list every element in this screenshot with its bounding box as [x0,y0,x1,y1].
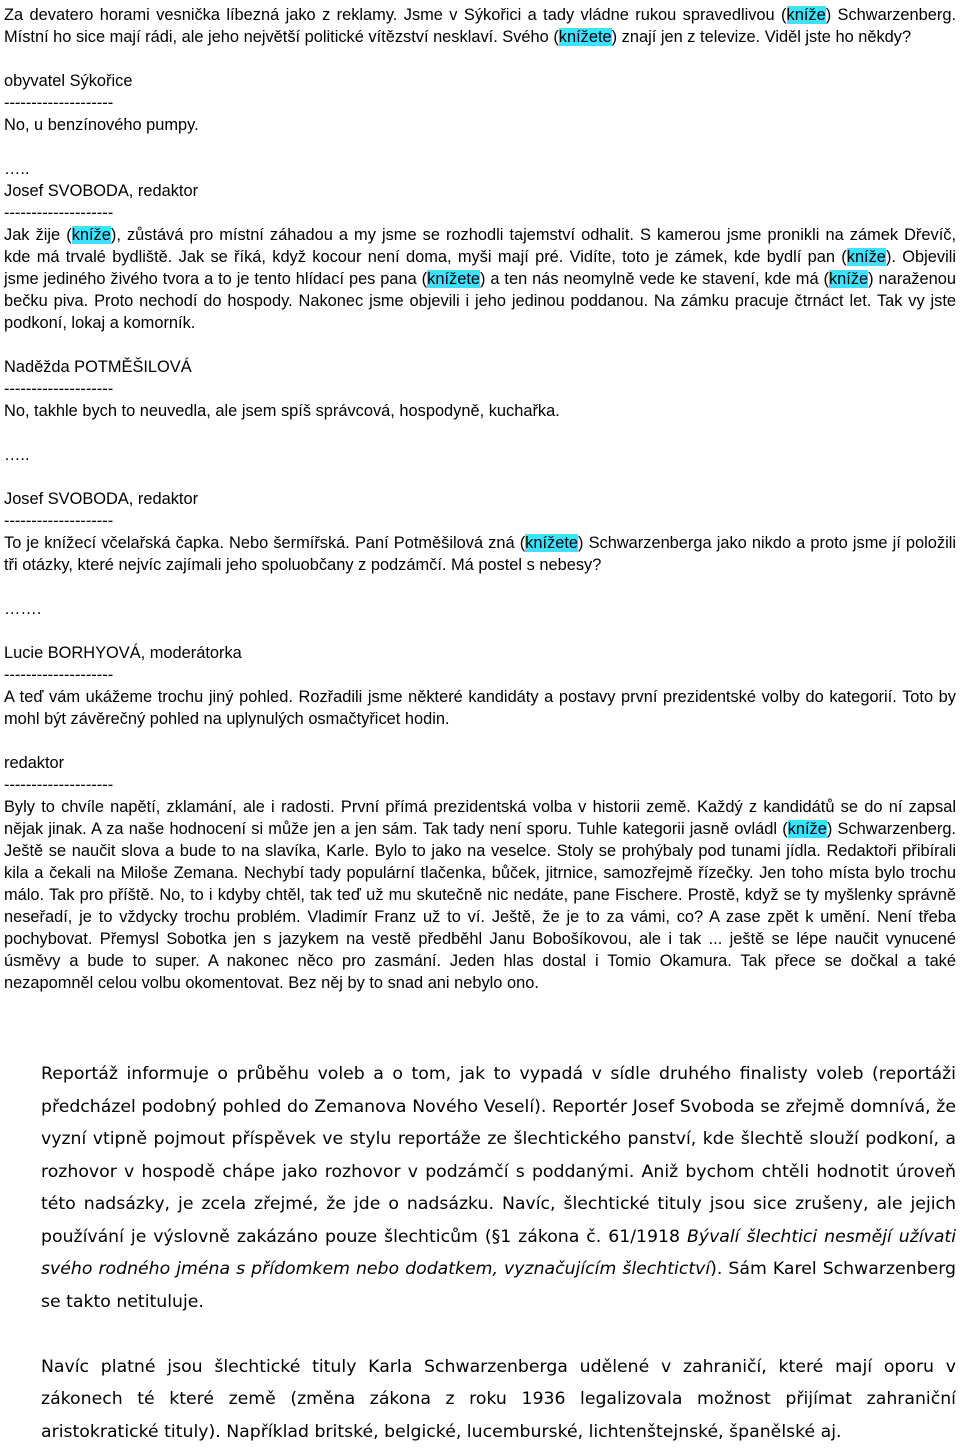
paragraph-answer: No, takhle bych to neuvedla, ale jsem spíš správcová, hospodyně, kuchařka. [4,400,956,422]
separator-line: -------------------- [4,202,956,224]
ellipsis: ……. [4,598,956,620]
commentary [41,1058,956,1448]
paragraph-report: To je knížecí včelařská čapka. Nebo šermířská. Paní Potměšilová zná (knížete) Schwarzenberga jako nikdo a proto jsme jí položili tři otázky, které nejvíc zajímali jeho spoluobčany z podzámčí. Má postel s nebesy? [4,532,956,576]
highlight-term: knížete [525,534,578,552]
separator-line: -------------------- [4,92,956,114]
highlight-term: kníže [847,248,886,266]
highlight-term: kníže [787,6,826,24]
separator-line: -------------------- [4,378,956,400]
transcript [4,4,956,994]
separator-line: -------------------- [4,510,956,532]
ellipsis: ….. [4,444,956,466]
highlight-term: knížete [559,28,612,46]
commentary-paragraph: Navíc platné jsou šlechtické tituly Karla Schwarzenberga udělené v zahraničí, které mají oporu v zákonech té které země (změna zákona z roku 1936 legalizovala možnost přijímat zahraniční aristokratické tituly). Například britské, belgické, lucemburské, lichtenštejnské, španělské aj. [41,1351,956,1448]
speaker-label: obyvatel Sýkořice [4,70,956,92]
paragraph-intro: Za devatero horami vesnička líbezná jako z reklamy. Jsme v Sýkořici a tady vládne rukou spravedlivou (kníže) Schwarzenberg. Místní ho sice mají rádi, ale jeho největší politické vítězství nesklaví. Svého (knížete) znají jen z televize. Viděl jste ho někdy? [4,4,956,48]
law-quote: Bývalí šlechtici nesmějí užívati svého rodného jména s přídomkem nebo dodatkem, vyznačujícím šlechtictví [41,1227,956,1280]
speaker-label: Lucie BORHYOVÁ, moderátorka [4,642,956,664]
commentary-paragraph: Reportáž informuje o průběhu voleb a o tom, jak to vypadá v sídle druhého finalisty voleb (reportáži předcházel podobný pohled do Zemanova Nového Veselí). Reportér Josef Svoboda se zřejmě domnívá, že vyzní vtipně pojmout příspěvek ve stylu reportáže ze šlechtického panství, kde šlechtě slouží podkoní, a rozhovor v hospodě chápe jako rozhovor v podzámčí s poddanými. Aniž bychom chtěli hodnotit úroveň této nadsázky, je zcela zřejmé, že jde o nadsázku. Navíc, šlechtické tituly jsou sice zrušeny, ale jejich používání je výslovně zakázáno pouze šlechticům (§1 zákona č. 61/1918 Bývalí šlechtici nesmějí užívati svého rodného jména s přídomkem nebo dodatkem, vyznačujícím šlechtictví). Sám Karel Schwarzenberg se takto netituluje. [41,1058,956,1318]
ellipsis: ….. [4,158,956,180]
paragraph-report: Byly to chvíle napětí, zklamání, ale i radosti. První přímá prezidentská volba v historii země. Každý z kandidátů se do ní zapsal nějak jinak. A za naše hodnocení si může jen a jen sám. Tak tady není sporu. Tuhle kategorii jasně ovládl (kníže) Schwarzenberg. Ještě se naučit slova a bude to na slavíka, Karle. Bylo to jako na veselce. Stoly se prohýbaly pod tunami jídla. Redaktoři přibírali kila a čekali na Miloše Zemana. Nechybí tady populární tlačenka, bůček, jitrnice, samozřejmě řízečky. Jen toho místa bylo trochu málo. Tak pro příště. No, to i kdyby chtěl, tak teď už mu skutečně nic nedáte, pane Fischere. Prostě, když se ty myšlenky správně neseřadí, je to vždycky trochu problém. Vladimír Franz už to ví. Ještě, že je to za vámi, co? A zase zpět k umění. Není třeba pochybovat. Přemysl Sobotka jen s jazykem na vestě předběhl Janu Bobošíkovou, ale i tak ... ještě se lépe naučit vynucené úsměvy a bude to super. A nakonec něco pro zasmání. Jeden hlas dostal i Tomio Okamura. Tak přece se dočkal a také nezapomněl celou volbu okomentovat. Bez něj by to snad ani nebylo ono. [4,796,956,994]
highlight-term: kníže [788,820,827,838]
highlight-term: knížete [427,270,480,288]
separator-line: -------------------- [4,774,956,796]
paragraph-answer: No, u benzínového pumpy. [4,114,956,136]
speaker-label: redaktor [4,752,956,774]
speaker-label: Naděžda POTMĚŠILOVÁ [4,356,956,378]
paragraph-moderator: A teď vám ukážeme trochu jiný pohled. Rozřadili jsme některé kandidáty a postavy první prezidentské volby do kategorií. Toto by mohl být závěrečný pohled na uplynulých osmačtyřicet hodin. [4,686,956,730]
separator-line: -------------------- [4,664,956,686]
highlight-term: kníže [829,270,868,288]
speaker-label: Josef SVOBODA, redaktor [4,488,956,510]
paragraph-report: Jak žije (kníže), zůstává pro místní záhadou a my jsme se rozhodli tajemství odhalit. S kamerou jsme pronikli na zámek Dřevíč, kde má trvalé bydliště. Jak se říká, když kocour není doma, myši mají pré. Vidíte, toto je zámek, kde bydlí pan (kníže). Objevili jsme jediného živého tvora a to je tento hlídací pes pana (knížete) a ten nás neomylně vede ke stavení, kde má (kníže) naraženou bečku piva. Proto nechodí do hospody. Nakonec jsme objevili i jeho jedinou poddanou. Na zámku pracuje čtrnáct let. Tak vy jste podkoní, lokaj a komorník. [4,224,956,334]
highlight-term: kníže [72,226,111,244]
speaker-label: Josef SVOBODA, redaktor [4,180,956,202]
